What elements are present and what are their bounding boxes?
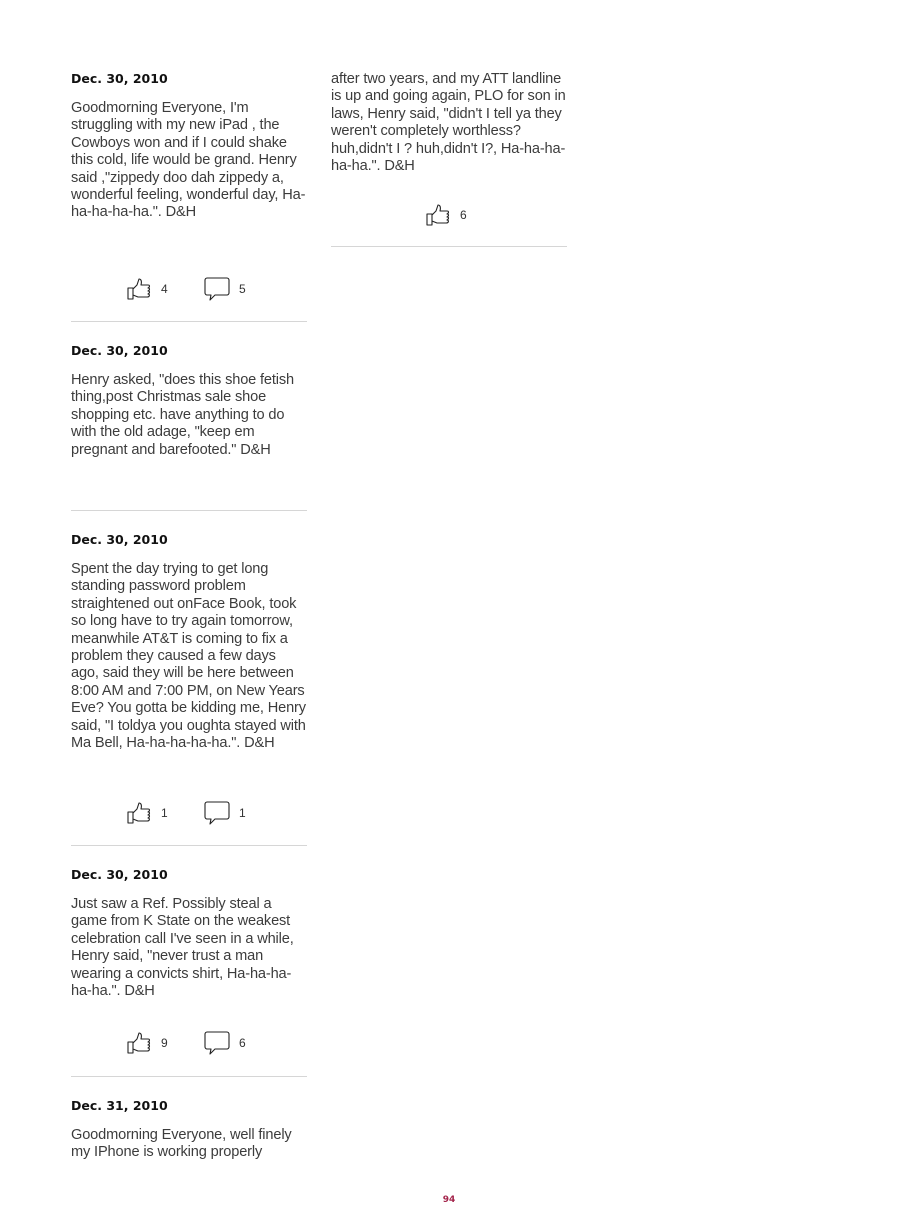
thumbs-up-icon: [126, 276, 152, 302]
post-actions: [71, 276, 307, 302]
left-column: [71, 71, 307, 1162]
post-5-start: [71, 1098, 307, 1162]
post-4: [71, 867, 307, 1077]
thumbs-up-icon: [425, 202, 451, 228]
post-text: after two years, and my ATT landline is up and going again, PLO for son in laws, Henry said, "didn't I tell ya they weren't completely worthless? huh,didn't I ? huh,didn't I?, Ha-ha-ha-ha-ha.". D&H: [331, 71, 566, 175]
like-count: 6: [460, 208, 467, 222]
post-date: Dec. 31, 2010: [71, 1098, 168, 1113]
page-number: 94: [442, 1195, 456, 1205]
post-text: Goodmorning Everyone, well finely my IPhone is working properly: [71, 1127, 292, 1161]
like-button[interactable]: [126, 1030, 168, 1056]
thumbs-up-icon: [126, 800, 152, 826]
post-actions: [331, 202, 567, 228]
like-count: 9: [161, 1036, 168, 1050]
comment-count: 1: [239, 806, 246, 820]
post-1: [71, 71, 307, 322]
post-text: Spent the day trying to get long standing password problem straightened out onFace Book, took so long have to try again tomorrow, meanwhile AT&T is coming to fix a problem they caused a few days ago, said they will be here between 8:00 AM and 7:00 PM, on New Years Eve? You gotta be kidding me, Henry said, "I toldya you oughta stayed with Ma Bell, Ha-ha-ha-ha-ha.". D&H: [71, 561, 306, 752]
like-count: 1: [161, 806, 168, 820]
thumbs-up-icon: [126, 1030, 152, 1056]
post-text: Henry asked, "does this shoe fetish thing,post Christmas sale shoe shopping etc. have anything to do with the old adage, "keep em pregnant and barefooted." D&H: [71, 372, 295, 458]
speech-bubble-icon: [204, 1030, 230, 1056]
like-button[interactable]: [126, 800, 168, 826]
post-date: Dec. 30, 2010: [71, 343, 168, 358]
comment-count: 5: [239, 282, 246, 296]
like-button[interactable]: [126, 276, 168, 302]
like-count: 4: [161, 282, 168, 296]
right-column: [331, 71, 567, 247]
like-button[interactable]: [425, 202, 467, 228]
comment-count: 6: [239, 1036, 246, 1050]
post-actions: [71, 800, 307, 826]
post-2: [71, 343, 307, 511]
speech-bubble-icon: [204, 276, 230, 302]
post-3: [71, 532, 307, 846]
speech-bubble-icon: [204, 800, 230, 826]
post-5-continued: [331, 71, 567, 247]
comment-button[interactable]: [204, 276, 246, 302]
post-date: Dec. 30, 2010: [71, 532, 168, 547]
post-text: Goodmorning Everyone, I'm struggling with my new iPad , the Cowboys won and if I could shake this cold, life would be grand. Henry said ,"zippedy doo dah zippedy a, wonderful feeling, wonderful day, Ha-ha-ha-ha-ha.". D&H: [71, 100, 306, 221]
post-text: Just saw a Ref. Possibly steal a game from K State on the weakest celebration call I've seen in a while, Henry said, "never trust a man wearing a convicts shirt, Ha-ha-ha-ha-ha.". D&H: [71, 896, 294, 1000]
post-date: Dec. 30, 2010: [71, 71, 168, 86]
post-actions: [71, 1030, 307, 1056]
post-date: Dec. 30, 2010: [71, 867, 168, 882]
comment-button[interactable]: [204, 1030, 246, 1056]
comment-button[interactable]: [204, 800, 246, 826]
